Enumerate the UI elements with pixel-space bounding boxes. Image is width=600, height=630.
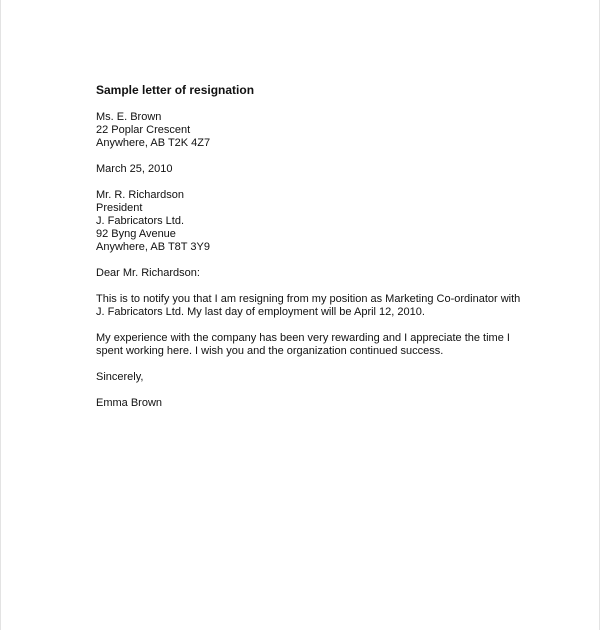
sender-address-line2: Anywhere, AB T2K 4Z7	[96, 137, 211, 149]
closing	[96, 371, 536, 384]
recipient-address-line2: Anywhere, AB T8T 3Y9	[96, 241, 210, 253]
recipient-title: President	[96, 202, 143, 214]
signature-text: Emma Brown	[96, 397, 163, 409]
salutation	[96, 267, 536, 280]
date-text: March 25, 2010	[96, 163, 173, 175]
sender-address-block	[96, 111, 536, 150]
recipient-address-block	[96, 189, 536, 254]
paragraph-2-line-1: My experience with the company has been very rewarding and I appreciate the time I	[96, 332, 510, 344]
letter-title: Sample letter of resignation	[96, 83, 255, 97]
body-paragraph-1	[96, 293, 536, 319]
body-paragraph-2	[96, 332, 536, 358]
recipient-company: J. Fabricators Ltd.	[96, 215, 185, 227]
letter-content	[96, 83, 536, 423]
paragraph-1-line-2: J. Fabricators Ltd. My last day of employment will be April 12, 2010.	[96, 306, 425, 318]
sender-name: Ms. E. Brown	[96, 111, 162, 123]
paragraph-1-line-1: This is to notify you that I am resigning from my position as Marketing Co-ordinator with	[96, 293, 521, 305]
salutation-text: Dear Mr. Richardson:	[96, 267, 200, 279]
closing-text: Sincerely,	[96, 371, 144, 383]
letter-date	[96, 163, 536, 176]
recipient-address-line1: 92 Byng Avenue	[96, 228, 176, 240]
paragraph-2-line-2: spent working here. I wish you and the organization continued success.	[96, 345, 444, 357]
recipient-name: Mr. R. Richardson	[96, 189, 185, 201]
sender-address-line1: 22 Poplar Crescent	[96, 124, 191, 136]
signature	[96, 397, 536, 410]
